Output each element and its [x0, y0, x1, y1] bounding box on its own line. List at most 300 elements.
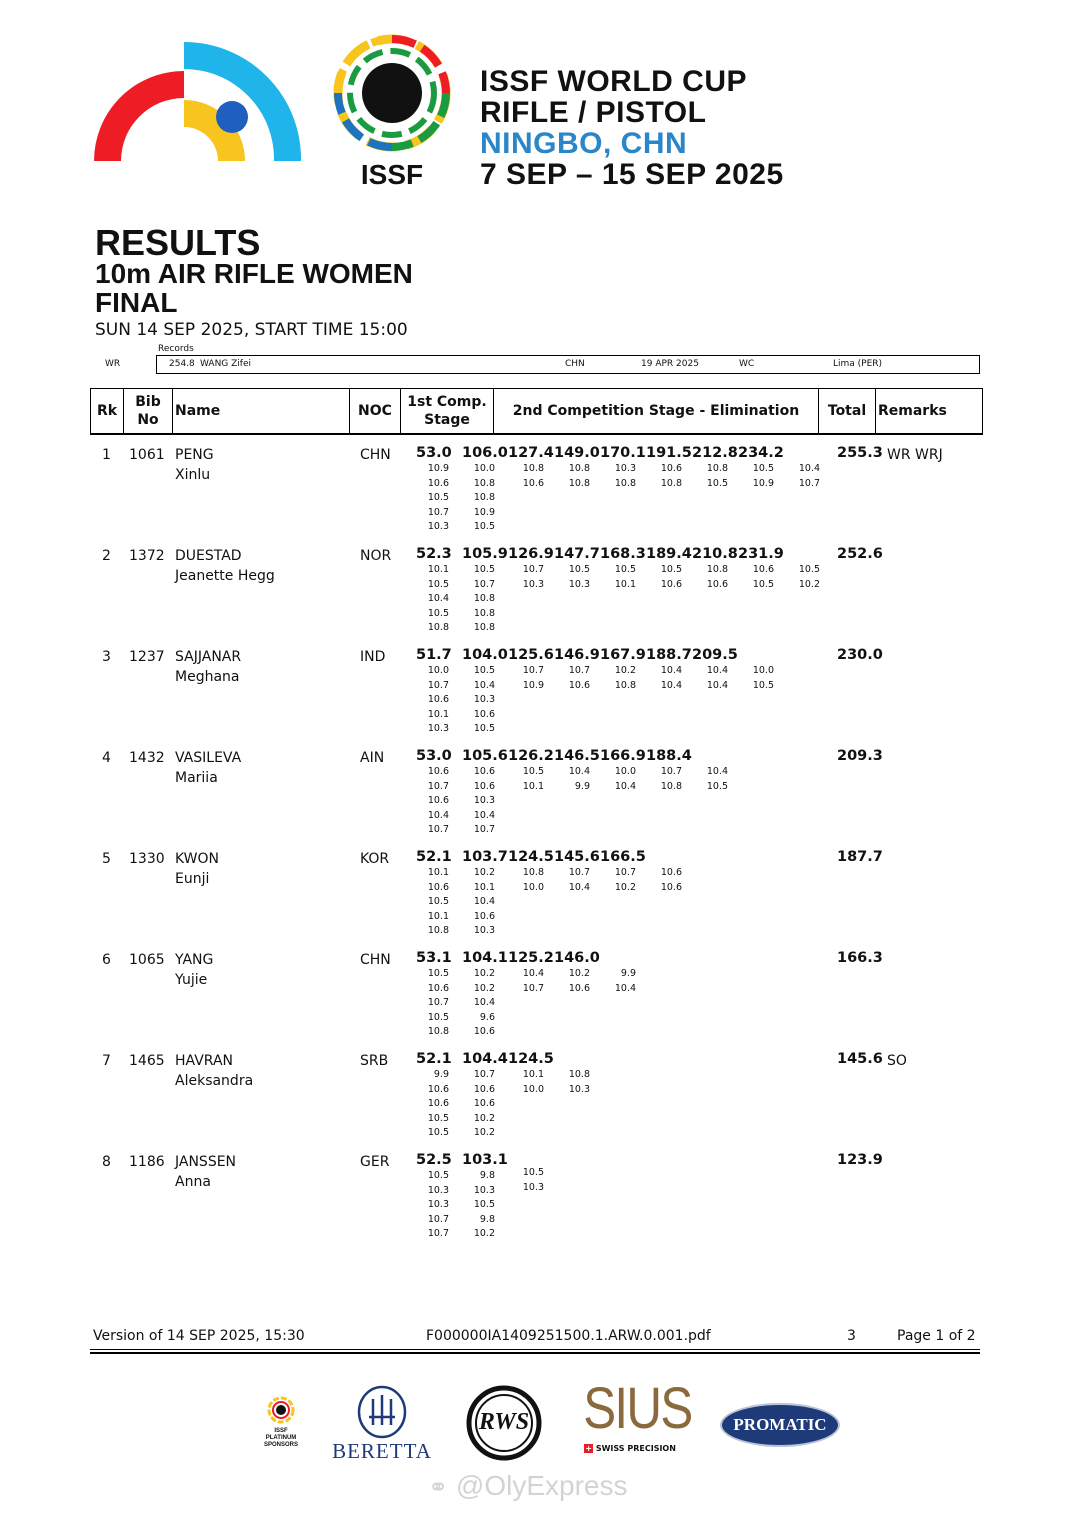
elimination-shot: 10.7 [568, 867, 590, 878]
cumulative-score: 209.5 [692, 647, 738, 663]
cumulative-score: 103.1 [462, 1152, 508, 1168]
stage1-series-b-shot: 10.8 [473, 492, 495, 503]
bib-number: 1061 [129, 447, 165, 463]
rank: 3 [102, 649, 111, 665]
elimination-shot: 10.2 [798, 578, 820, 590]
record-noc: CHN [565, 359, 585, 369]
stage1-series-a-shot: 10.8 [427, 622, 449, 633]
noc: GER [360, 1154, 390, 1170]
elimination-shot: 10.4 [614, 982, 636, 994]
elimination-shot: 10.8 [660, 780, 682, 792]
elimination-shot: 10.7 [614, 867, 636, 878]
elimination-shot: 10.7 [798, 477, 820, 489]
athlete-given-name: Eunji [175, 871, 210, 887]
stage1-series-a-shot: 10.1 [427, 564, 449, 575]
total-score: 255.3 [837, 445, 883, 461]
cumulative-score: 149.0 [554, 445, 600, 461]
event-location: NINGBO, CHN [480, 127, 688, 160]
elimination-shot: 10.5 [614, 564, 636, 575]
total-score: 123.9 [837, 1152, 883, 1168]
athlete-given-name: Jeanette Hegg [175, 568, 275, 584]
bib-number: 1237 [129, 649, 165, 665]
table-header-bottom-line [90, 433, 983, 435]
cumulative-score: 188.4 [646, 748, 692, 764]
elimination-shot: 10.8 [522, 867, 544, 878]
cumulative-score: 52.1 [416, 1051, 452, 1067]
elimination-shot: 10.0 [522, 881, 544, 893]
athlete-surname: JANSSEN [175, 1154, 237, 1170]
stage1-series-a-shot: 10.7 [427, 824, 449, 835]
athlete-surname: HAVRAN [175, 1053, 233, 1069]
cumulative-score: 52.3 [416, 546, 452, 562]
cumulative-score: 124.5 [508, 1051, 554, 1067]
rank: 7 [102, 1053, 111, 1069]
record-type: WR [105, 359, 121, 369]
stage1-series-a-shot: 10.5 [427, 1011, 449, 1023]
elimination-shot: 10.4 [614, 780, 636, 792]
stage1-series-a-shot: 10.1 [427, 708, 449, 720]
weibo-icon: ⚭ [428, 1474, 449, 1501]
noc: CHN [360, 447, 391, 463]
elimination-shot: 10.5 [568, 564, 590, 575]
stage1-series-a-shot: 10.3 [427, 723, 449, 734]
rank: 2 [102, 548, 111, 564]
stage1-series-a-shot: 10.7 [427, 1228, 449, 1239]
elimination-shot: 10.5 [660, 564, 682, 575]
elimination-shot: 10.2 [614, 881, 636, 893]
sius-logo [575, 1376, 692, 1453]
result-row [90, 1046, 983, 1146]
cumulative-score: 104.0 [462, 647, 508, 663]
cumulative-score: 53.0 [416, 748, 452, 764]
footer-number: 3 [847, 1328, 856, 1344]
stage1-series-a-shot: 10.0 [427, 665, 449, 676]
cumulative-score: 146.9 [554, 647, 600, 663]
cumulative-score: 126.2 [508, 748, 554, 764]
elimination-shot: 10.8 [614, 477, 636, 489]
result-row [90, 844, 983, 944]
athlete-surname: SAJJANAR [175, 649, 242, 665]
record-athlete: WANG Zifei [200, 359, 252, 369]
cumulative-score: 52.5 [416, 1152, 452, 1168]
cumulative-score: 189.4 [646, 546, 692, 562]
athlete-surname: VASILEVA [175, 750, 242, 766]
stage1-series-b-shot: 10.6 [473, 910, 495, 922]
stage1-series-a-shot: 10.5 [427, 1170, 449, 1181]
athlete-given-name: Anna [175, 1174, 211, 1190]
cumulative-score: 127.4 [508, 445, 554, 461]
cumulative-score: 147.7 [554, 546, 600, 562]
elimination-shot: 9.9 [574, 780, 590, 792]
cumulative-score: 104.1 [462, 950, 508, 966]
noc: KOR [360, 851, 390, 867]
header-stage1: 1st Comp. Stage [401, 389, 494, 434]
elimination-shot: 10.3 [522, 578, 544, 590]
cumulative-score: 126.9 [508, 546, 554, 562]
cumulative-score: 104.4 [462, 1051, 508, 1067]
promatic-text: PROMATIC [733, 1415, 827, 1434]
sius-subtitle: SWISS PRECISION [595, 1444, 676, 1453]
stage1-series-b-shot: 10.8 [473, 477, 495, 489]
header-remarks: Remarks [876, 389, 983, 434]
stage1-series-a-shot: 10.4 [427, 593, 449, 604]
record-venue: Lima (PER) [833, 359, 883, 369]
athlete-given-name: Aleksandra [175, 1073, 254, 1089]
header-name: Name [173, 389, 350, 434]
footer-divider-2 [90, 1352, 980, 1354]
rank: 4 [102, 750, 111, 766]
result-row [90, 642, 983, 742]
rank: 1 [102, 447, 111, 463]
record-score: 254.8 [169, 359, 195, 369]
header-rank: Rk [91, 389, 124, 434]
elimination-shot: 10.6 [568, 679, 590, 691]
stage1-series-a-shot: 10.7 [427, 997, 449, 1008]
stage1-series-b-shot: 10.8 [473, 593, 495, 604]
results-table-header [90, 388, 983, 434]
elimination-shot: 10.6 [706, 578, 728, 590]
stage1-series-b-shot: 10.2 [473, 968, 495, 979]
beretta-logo [330, 1385, 434, 1464]
rank: 8 [102, 1154, 111, 1170]
elimination-shot: 10.6 [660, 867, 682, 878]
elimination-shot: 10.5 [706, 780, 728, 792]
stage1-series-b-shot: 10.2 [473, 867, 495, 878]
elimination-shot: 10.4 [660, 665, 682, 676]
cumulative-score: 51.7 [416, 647, 452, 663]
stage1-series-a-shot: 10.5 [427, 1112, 449, 1124]
cumulative-score: 166.9 [600, 748, 646, 764]
issf-sponsor-icon [266, 1395, 296, 1425]
elimination-shot: 10.3 [614, 463, 636, 474]
result-row [90, 945, 983, 1045]
elimination-shot: 10.1 [522, 780, 544, 792]
cumulative-score: 146.5 [554, 748, 600, 764]
elimination-shot: 10.4 [568, 881, 590, 893]
stage1-series-a-shot: 10.6 [427, 694, 449, 705]
elimination-shot: 10.1 [522, 1069, 544, 1080]
stage1-series-b-shot: 9.8 [479, 1213, 495, 1225]
elimination-shot: 10.6 [660, 578, 682, 590]
elimination-shot: 10.4 [706, 766, 728, 777]
stage1-series-b-shot: 10.6 [473, 1098, 495, 1109]
cumulative-score: 103.7 [462, 849, 508, 865]
elimination-shot: 10.7 [660, 766, 682, 777]
footer-divider [90, 1349, 980, 1350]
issf-logo [330, 30, 454, 190]
header-stage2: 2nd Competition Stage - Elimination [494, 389, 819, 434]
athlete-given-name: Xinlu [175, 467, 211, 483]
stage1-series-b-shot: 10.5 [473, 564, 495, 575]
noc: CHN [360, 952, 391, 968]
sius-subline [575, 1444, 685, 1453]
elimination-shot: 10.7 [522, 982, 544, 994]
result-row [90, 1147, 983, 1247]
elimination-shot: 10.5 [752, 679, 774, 691]
cumulative-score: 210.8 [692, 546, 738, 562]
stage1-series-b-shot: 10.7 [473, 824, 495, 835]
stage1-series-b-shot: 10.7 [473, 578, 495, 590]
bib-number: 1186 [129, 1154, 165, 1170]
stage1-series-b-shot: 10.7 [473, 1069, 495, 1080]
stage1-series-a-shot: 10.6 [427, 477, 449, 489]
cumulative-score: 170.1 [600, 445, 646, 461]
elimination-shot: 10.8 [568, 1069, 590, 1080]
stage1-series-b-shot: 10.6 [473, 708, 495, 720]
elimination-shot: 10.8 [522, 463, 544, 474]
stage1-series-a-shot: 10.5 [427, 578, 449, 590]
cumulative-score: 52.1 [416, 849, 452, 865]
elimination-shot: 10.0 [522, 1083, 544, 1095]
elimination-shot: 10.7 [522, 665, 544, 676]
cumulative-score: 125.2 [508, 950, 554, 966]
sius-text: SIUS [583, 1376, 692, 1441]
athlete-given-name: Meghana [175, 669, 240, 685]
elimination-shot: 10.5 [798, 564, 820, 575]
stage1-series-a-shot: 10.7 [427, 1213, 449, 1225]
stage1-series-a-shot: 10.6 [427, 766, 449, 777]
event-name-line-1: ISSF WORLD CUP [480, 65, 747, 98]
stage1-series-b-shot: 10.3 [473, 795, 495, 806]
elimination-shot: 10.5 [522, 1167, 544, 1178]
stage1-series-b-shot: 10.2 [473, 1228, 495, 1239]
cumulative-score: 53.1 [416, 950, 452, 966]
stage1-series-b-shot: 10.1 [473, 881, 495, 893]
elimination-shot: 10.3 [522, 1181, 544, 1193]
beretta-text: BERETTA [332, 1439, 432, 1463]
athlete-surname: KWON [175, 851, 220, 867]
elimination-shot: 10.4 [660, 679, 682, 691]
results-heading: RESULTS [95, 222, 261, 263]
svg-text:ISSF: ISSF [360, 159, 424, 190]
stage1-series-a-shot: 10.7 [427, 780, 449, 792]
stage1-series-b-shot: 10.4 [473, 679, 495, 691]
header-noc: NOC [350, 389, 401, 434]
watermark-text: @OlyExpress [455, 1470, 628, 1501]
elimination-shot: 10.1 [614, 578, 636, 590]
rws-text: RWS [478, 1409, 530, 1435]
stage1-series-a-shot: 10.5 [427, 492, 449, 503]
sponsor-label-sponsors: SPONSORS [263, 1442, 298, 1448]
cumulative-score: 234.2 [738, 445, 784, 461]
athlete-given-name: Yujie [175, 972, 208, 988]
cumulative-score: 53.0 [416, 445, 452, 461]
event-title: 10m AIR RIFLE WOMEN [95, 258, 413, 289]
stage1-series-a-shot: 10.7 [427, 506, 449, 518]
total-score: 145.6 [837, 1051, 883, 1067]
stage1-series-a-shot: 10.8 [427, 925, 449, 936]
stage1-series-b-shot: 10.2 [473, 1127, 495, 1138]
elimination-shot: 10.6 [660, 463, 682, 474]
elimination-shot: 10.8 [568, 463, 590, 474]
elimination-shot: 10.6 [752, 564, 774, 575]
elimination-shot: 10.8 [660, 477, 682, 489]
noc: AIN [360, 750, 385, 766]
elimination-shot: 10.0 [752, 665, 774, 676]
phase-title: FINAL [95, 287, 178, 318]
elimination-shot: 10.3 [568, 578, 590, 590]
elimination-shot: 10.6 [522, 477, 544, 489]
rws-logo [466, 1385, 542, 1461]
event-dates: 7 SEP – 15 SEP 2025 [480, 158, 784, 191]
stage1-series-b-shot: 10.5 [473, 665, 495, 676]
stage1-series-b-shot: 10.8 [473, 607, 495, 619]
stage1-series-b-shot: 10.4 [473, 809, 495, 821]
noc: IND [360, 649, 386, 665]
elimination-shot: 10.4 [706, 679, 728, 691]
stage1-series-a-shot: 10.1 [427, 867, 449, 878]
stage1-series-a-shot: 10.8 [427, 1026, 449, 1037]
stage1-series-b-shot: 10.3 [473, 694, 495, 705]
elimination-shot: 10.8 [706, 564, 728, 575]
bib-number: 1065 [129, 952, 165, 968]
elimination-shot: 10.0 [614, 766, 636, 777]
stage1-series-a-shot: 9.9 [433, 1069, 449, 1080]
stage1-series-b-shot: 10.8 [473, 622, 495, 633]
stage1-series-a-shot: 10.9 [427, 463, 449, 474]
stage1-series-b-shot: 10.5 [473, 1199, 495, 1210]
stage1-series-a-shot: 10.3 [427, 521, 449, 532]
records-label: Records [158, 344, 194, 354]
stage1-series-b-shot: 10.6 [473, 1026, 495, 1037]
stage1-series-b-shot: 9.6 [479, 1011, 495, 1023]
stage1-series-b-shot: 9.8 [479, 1170, 495, 1181]
cumulative-score: 146.0 [554, 950, 600, 966]
stage1-series-a-shot: 10.3 [427, 1184, 449, 1196]
total-score: 166.3 [837, 950, 883, 966]
stage1-series-b-shot: 10.9 [473, 506, 495, 518]
stage1-series-b-shot: 10.3 [473, 1184, 495, 1196]
bib-number: 1330 [129, 851, 165, 867]
bib-number: 1432 [129, 750, 165, 766]
remarks: WR WRJ [887, 447, 943, 463]
elimination-shot: 10.8 [568, 477, 590, 489]
athlete-surname: DUESTAD [175, 548, 242, 564]
cumulative-score: 145.6 [554, 849, 600, 865]
stage1-series-b-shot: 10.2 [473, 1112, 495, 1124]
stage1-series-a-shot: 10.5 [427, 1127, 449, 1138]
stage1-series-a-shot: 10.3 [427, 1199, 449, 1210]
total-score: 187.7 [837, 849, 883, 865]
footer-page: Page 1 of 2 [897, 1328, 976, 1344]
cumulative-score: 105.6 [462, 748, 508, 764]
footer-filename: F000000IA1409251500.1.ARW.0.001.pdf [426, 1328, 711, 1344]
beretta-emblem-icon [355, 1385, 409, 1439]
promatic-logo [720, 1403, 840, 1447]
stage1-series-a-shot: 10.7 [427, 679, 449, 691]
stage1-series-b-shot: 10.2 [473, 982, 495, 994]
sponsor-label-platinum: PLATINUM [265, 1435, 297, 1441]
watermark [428, 1470, 627, 1502]
total-score: 209.3 [837, 748, 883, 764]
athlete-surname: YANG [175, 952, 214, 968]
elimination-shot: 10.5 [706, 477, 728, 489]
elimination-shot: 10.4 [706, 665, 728, 676]
result-row [90, 440, 983, 540]
elimination-shot: 10.4 [798, 463, 820, 474]
stage1-series-b-shot: 10.6 [473, 780, 495, 792]
cumulative-score: 212.8 [692, 445, 738, 461]
cumulative-score: 105.9 [462, 546, 508, 562]
elimination-shot: 10.2 [614, 665, 636, 676]
stage1-series-b-shot: 10.4 [473, 896, 495, 907]
bib-number: 1465 [129, 1053, 165, 1069]
elimination-shot: 10.5 [752, 463, 774, 474]
rank: 6 [102, 952, 111, 968]
elimination-shot: 10.4 [522, 968, 544, 979]
cumulative-score: 168.3 [600, 546, 646, 562]
stage1-series-a-shot: 10.6 [427, 1083, 449, 1095]
cumulative-score: 106.0 [462, 445, 508, 461]
elimination-shot: 10.3 [568, 1083, 590, 1095]
stage1-series-a-shot: 10.5 [427, 607, 449, 619]
stage1-series-b-shot: 10.6 [473, 1083, 495, 1095]
elimination-shot: 10.9 [752, 477, 774, 489]
stage1-series-b-shot: 10.0 [473, 463, 495, 474]
noc: NOR [360, 548, 392, 564]
rank: 5 [102, 851, 111, 867]
event-name-line-2: RIFLE / PISTOL [480, 96, 707, 129]
elimination-shot: 10.8 [706, 463, 728, 474]
competition-logo [92, 40, 304, 164]
elimination-shot: 10.6 [660, 881, 682, 893]
athlete-surname: PENG [175, 447, 214, 463]
elimination-shot: 10.7 [522, 564, 544, 575]
stage1-series-a-shot: 10.4 [427, 809, 449, 821]
total-score: 230.0 [837, 647, 883, 663]
elimination-shot: 9.9 [620, 968, 636, 979]
cumulative-score: 231.9 [738, 546, 784, 562]
elimination-shot: 10.6 [568, 982, 590, 994]
record-date: 19 APR 2025 [641, 359, 699, 369]
athlete-given-name: Mariia [175, 770, 218, 786]
stage1-series-a-shot: 10.6 [427, 795, 449, 806]
stage1-series-a-shot: 10.5 [427, 896, 449, 907]
remarks: SO [887, 1053, 907, 1069]
cumulative-score: 188.7 [646, 647, 692, 663]
records-box [156, 355, 980, 374]
elimination-shot: 10.5 [522, 766, 544, 777]
elimination-shot: 10.5 [752, 578, 774, 590]
start-datetime: SUN 14 SEP 2025, START TIME 15:00 [95, 320, 408, 340]
stage1-series-b-shot: 10.6 [473, 766, 495, 777]
stage1-series-a-shot: 10.6 [427, 982, 449, 994]
sponsor-label-issf: ISSF [274, 1428, 288, 1434]
elimination-shot: 10.8 [614, 679, 636, 691]
stage1-series-a-shot: 10.6 [427, 1098, 449, 1109]
elimination-shot: 10.4 [568, 766, 590, 777]
stage1-series-b-shot: 10.5 [473, 521, 495, 532]
bib-number: 1372 [129, 548, 165, 564]
result-row [90, 743, 983, 843]
cumulative-score: 167.9 [600, 647, 646, 663]
result-row [90, 541, 983, 641]
swiss-flag-icon: + [585, 1444, 592, 1453]
stage1-series-b-shot: 10.3 [473, 925, 495, 936]
stage1-series-a-shot: 10.1 [427, 910, 449, 922]
cumulative-score: 124.5 [508, 849, 554, 865]
stage1-series-a-shot: 10.6 [427, 881, 449, 893]
noc: SRB [360, 1053, 389, 1069]
header-bib: Bib No [124, 389, 173, 434]
footer-version: Version of 14 SEP 2025, 15:30 [93, 1328, 305, 1344]
stage1-series-b-shot: 10.5 [473, 723, 495, 734]
header-total: Total [819, 389, 876, 434]
elimination-shot: 10.2 [568, 968, 590, 979]
record-competition: WC [739, 359, 755, 369]
cumulative-score: 166.5 [600, 849, 646, 865]
issf-platinum-sponsors [256, 1395, 306, 1449]
